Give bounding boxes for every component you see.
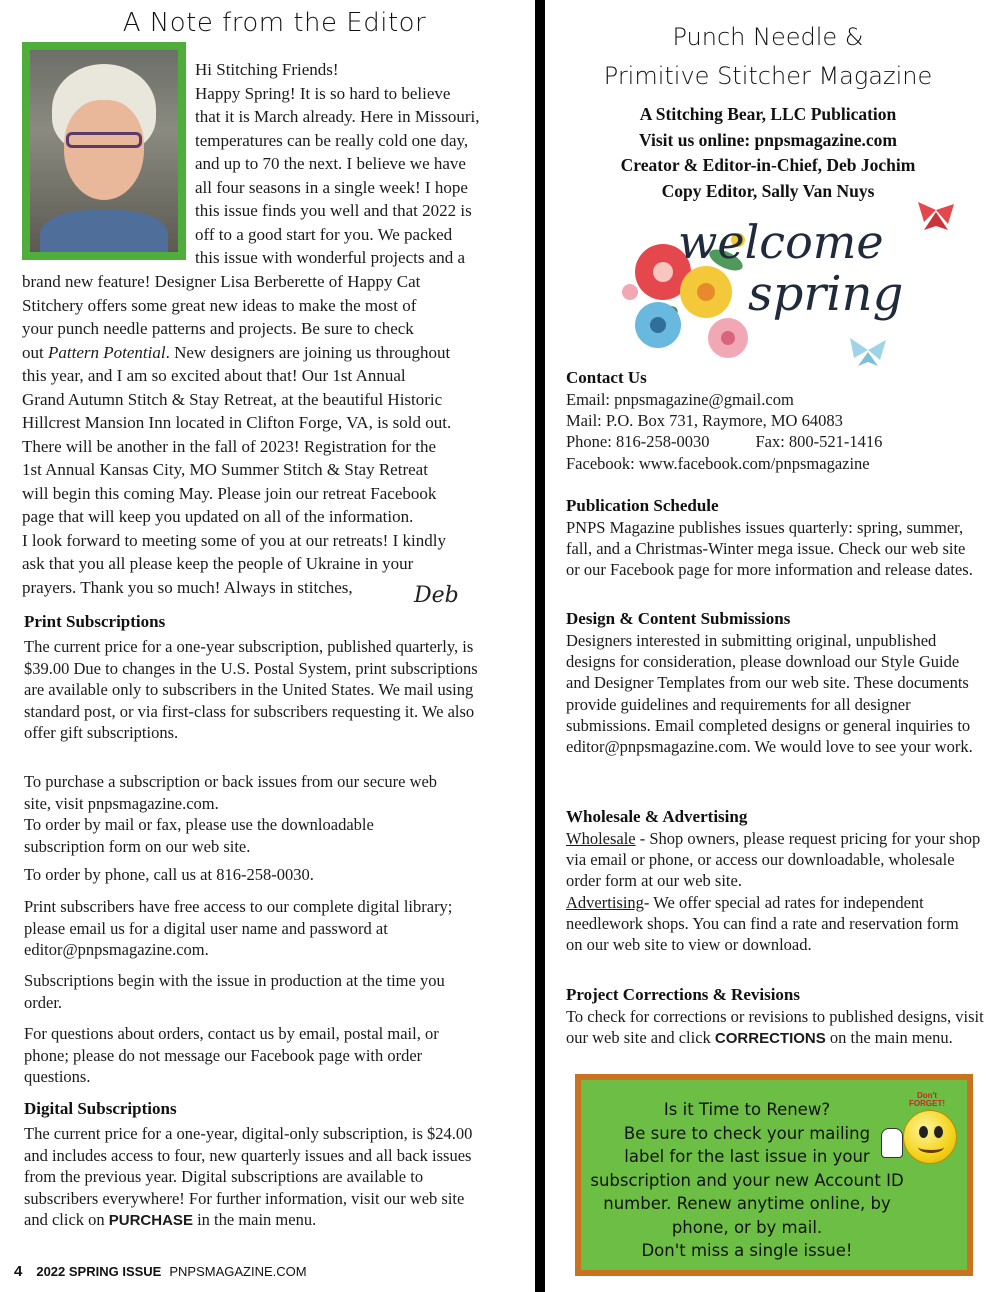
pointing-hand-icon (881, 1128, 903, 1158)
column-divider (535, 0, 545, 1292)
renew-line: Be sure to check your mailing (623, 1123, 871, 1143)
letter-line: Happy Spring! It is so hard to believe (195, 83, 451, 103)
letter-line: this year, and I am so excited about that! Our 1st Annual (22, 366, 406, 385)
letter-line: this issue finds you well and that 2022 is (195, 201, 472, 220)
corrections-menu-word: CORRECTIONS (714, 1030, 826, 1048)
magazine-title-line: Primitive Stitcher Magazine (603, 62, 933, 90)
letter-line: brand new feature! Designer Lisa Berberette of Happy Cat (22, 272, 421, 291)
renew-line: phone, or by mail. (671, 1217, 823, 1237)
letter-line: your punch needle patterns and projects. Be sure to check (22, 319, 414, 338)
order-phone-text: To order by phone, call us at 816-258-0030. (24, 865, 314, 884)
renew-line: Is it Time to Renew? (663, 1100, 831, 1119)
welcome-script: welcome (678, 215, 884, 269)
editor-signature: Deb (414, 583, 459, 608)
design-submissions-text: Designers interested in submitting original, unpublished designs for consideration, please download our Style Guide and Designer Templates from our web site. These documents provide guidelines and requirements for all designer submissions. Email completed designs or general inquiries to editor@pnpsmagazine.com. We would love to see your work. (566, 631, 973, 757)
publication-schedule-heading: Publication Schedule (566, 496, 719, 515)
letter-line: page that will keep you updated on all of the information. (22, 507, 414, 526)
letter-line: prayers. Thank you so much! Always in stitches, (22, 577, 353, 597)
magazine-title (566, 18, 970, 96)
magazine-title-line: Punch Needle & (672, 23, 864, 51)
letter-line: ask that you all please keep the people of Ukraine in your (22, 554, 414, 573)
renewal-reminder-text (589, 1098, 905, 1263)
order-questions-text: For questions about orders, contact us by email, postal mail, or phone; please do not message our Facebook page with order questions. (24, 1024, 439, 1086)
letter-line: that it is March already. Here in Missouri, (195, 107, 480, 126)
contact-details (566, 389, 986, 474)
contact-heading: Contact Us (566, 368, 647, 387)
editor-note-title: A Note from the Editor (122, 8, 427, 38)
purchase-menu-word: PURCHASE (108, 1212, 193, 1229)
portrait-glasses (66, 132, 142, 148)
publication-info (566, 102, 970, 204)
purchase-web-text: To purchase a subscription or back issues from our secure web site, visit pnpsmagazine.com. (24, 772, 438, 813)
contact-fax: Fax: 800-521-1416 (755, 432, 883, 452)
blue-butterfly-icon (850, 338, 886, 366)
corrections-heading: Project Corrections & Revisions (566, 985, 801, 1004)
renewal-reminder-box (575, 1074, 973, 1276)
pattern-potential-title: Pattern Potential (47, 342, 166, 362)
red-butterfly-icon (918, 202, 954, 230)
dont-forget-badge: Don't FORGET! (909, 1091, 945, 1108)
letter-line: and up to 70 the next. I believe we have (195, 154, 466, 173)
page-footer (14, 1263, 307, 1280)
letter-line: Grand Autumn Stitch & Stay Retreat, at the beautiful Historic (22, 389, 443, 409)
editor-in-chief-line: Creator & Editor-in-Chief, Deb Jochim (620, 155, 916, 175)
smiley-mouth (918, 1141, 944, 1153)
corrections-text: To check for corrections or revisions to published designs, visit our web site and click CORRECTIONS on the main menu. (566, 1007, 984, 1048)
digital-access-text: Print subscribers have free access to our complete digital library; please email us for a digital user name and password at editor@pnpsmagazine.com. (24, 897, 453, 959)
contact-email: Email: pnpsmagazine@gmail.com (566, 390, 794, 409)
letter-line: I look forward to meeting some of you at our retreats! I kindly (22, 530, 446, 550)
editor-photo (22, 42, 186, 260)
renew-line: number. Renew anytime online, by (603, 1194, 891, 1213)
print-subscriptions-heading: Print Subscriptions (24, 612, 166, 631)
portrait-shirt (40, 210, 168, 252)
renew-line: Don't miss a single issue! (641, 1241, 853, 1260)
editor-letter-body (22, 270, 527, 599)
letter-line: all four seasons in a single week! I hope (195, 177, 468, 197)
copy-editor-line: Copy Editor, Sally Van Nuys (661, 180, 875, 201)
contact-mail: Mail: P.O. Box 731, Raymore, MO 64083 (566, 411, 843, 431)
website-line: Visit us online: pnpsmagazine.com (639, 129, 897, 150)
publisher-line: A Stitching Bear, LLC Publication (639, 104, 897, 124)
issue-label: 2022 SPRING ISSUE (36, 1264, 162, 1279)
editor-letter-intro (195, 58, 529, 270)
wholesale-advertising-heading: Wholesale & Advertising (566, 807, 748, 826)
letter-line: There will be another in the fall of 2023! Registration for the (22, 436, 437, 456)
advertising-label: Advertising (566, 893, 644, 912)
letter-line: 1st Annual Kansas City, MO Summer Stitch & Stay Retreat (22, 460, 428, 479)
spring-script: spring (748, 266, 904, 322)
publication-schedule-text: PNPS Magazine publishes issues quarterly: spring, summer, fall, and a Christmas-Winter mega issue. Check our web site or our Facebook page for more information and release dates. (566, 518, 973, 580)
contact-facebook: Facebook: www.facebook.com/pnpsmagazine (566, 453, 870, 473)
contact-phone: Phone: 816-258-0030 (566, 432, 710, 452)
letter-line: Stitchery offers some great new ideas to make the most of (22, 295, 417, 315)
letter-line: Hillcrest Mansion Inn located in Clifton Forge, VA, is sold out. (22, 413, 452, 432)
contact-phone-fax (566, 431, 986, 452)
smiley-eye (934, 1126, 943, 1138)
letter-line: temperatures can be really cold one day, (195, 130, 469, 150)
letter-line: this issue with wonderful projects and a (195, 248, 466, 267)
site-label: PNPSMAGAZINE.COM (169, 1264, 307, 1279)
portrait-face (64, 100, 144, 200)
renew-line: label for the last issue in your (624, 1147, 870, 1166)
subscription-start-text: Subscriptions begin with the issue in production at the time you order. (24, 971, 445, 1012)
wholesale-text: Wholesale - Shop owners, please request pricing for your shop via email or phone, or access our downloadable, wholesale order form at our web site. (566, 829, 981, 891)
order-mail-text: To order by mail or fax, please use the downloadable subscription form on our web site. (24, 815, 374, 856)
editor-portrait (30, 50, 178, 252)
smiley-face-icon (903, 1110, 957, 1164)
print-subscriptions-text: The current price for a one-year subscription, published quarterly, is $39.00 Due to changes in the U.S. Postal System, print subscriptions are available only to subscribers in the United States. We mail using standard post, or via first-class for subscribers requesting it. We also offer gift subscriptions. (24, 637, 478, 742)
wholesale-label: Wholesale (566, 829, 636, 848)
renewal-reminder-panel (581, 1080, 967, 1270)
letter-line: out Pattern Potential. New designers are joining us throughout (22, 342, 451, 362)
letter-line: off to a good start for you. We packed (195, 224, 453, 244)
advertising-text: Advertising- We offer special ad rates for independent needlework shops. You can find a rate and reservation form on our web site to view or download. (566, 893, 959, 955)
digital-subscriptions-text: The current price for a one-year, digital-only subscription, is $24.00 and includes access to four, new quarterly issues and all back issues from the previous year. Digital subscriptions are available to subscribers everywhere! For further information, visit our web site and click on PURCHASE in the main menu. (24, 1124, 473, 1229)
letter-line: Hi Stitching Friends! (195, 60, 339, 79)
welcome-spring-art (618, 200, 988, 370)
digital-subscriptions-heading: Digital Subscriptions (24, 1099, 177, 1118)
design-submissions-heading: Design & Content Submissions (566, 609, 791, 628)
renew-line: subscription and your new Account ID (590, 1170, 904, 1190)
letter-line: will begin this coming May. Please join our retreat Facebook (22, 483, 437, 503)
smiley-eye (919, 1126, 928, 1138)
page-number: 4 (14, 1263, 23, 1280)
